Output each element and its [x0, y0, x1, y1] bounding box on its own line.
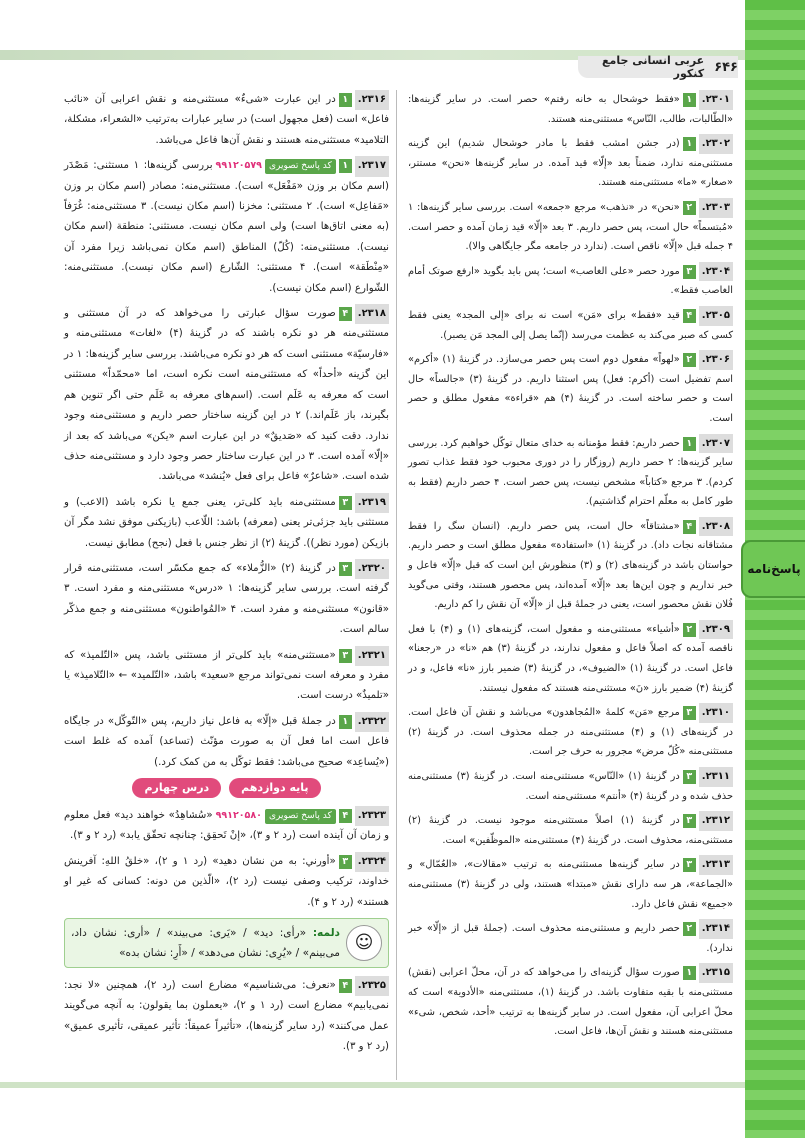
correct-option-badge: ۳ [339, 496, 352, 510]
question-number: ۲۳۱۳. [699, 855, 733, 875]
answer-text: «فقط خوشحال به خانه رفتم» حصر است. در سایر گزینه‌ها: «الطّالبات، طالب، النّاس» مستثنی‌منه هستند. [408, 94, 733, 125]
question-number: ۲۳۱۰. [699, 703, 733, 723]
answer-text: در جملهٔ قبل «إلّا» به فاعل نیاز داریم، پس «التّوکّل» در جایگاه فاعل است اما فعل آن به صورت مؤنّث (تساعد) آمده که غلط است («یُساعِد» صحیح می‌باشد: فقط توکّل به من کمک کرد.) [64, 715, 389, 768]
correct-option-badge: ۳ [339, 562, 352, 576]
correct-option-badge: ۳ [683, 858, 696, 872]
question-number: ۲۳۰۷. [699, 434, 733, 454]
correct-option-badge: ۳ [339, 855, 352, 869]
banner-grade: پایه دوازدهم [229, 778, 320, 798]
answer-item [408, 963, 733, 1041]
left-items-before-banner [64, 90, 389, 773]
answer-item [64, 712, 389, 773]
answer-text: حصر داریم و مستثنی‌منه محذوف است. (جملهٔ قبل از «إلّا» خبر ندارد). [408, 923, 733, 954]
answer-item [408, 134, 733, 193]
answer-item [408, 703, 733, 762]
question-number: ۲۳۱۷. [355, 156, 389, 176]
answer-item [408, 198, 733, 257]
section-banner [64, 778, 389, 798]
answer-text: «نعرف: می‌شناسیم» مضارع است (رد ۲)، همچنین «لا نجد: نمی‌یابیم» مضارع است (رد ۱ و ۲)، «یعملون بما یقولون: به آنچه می‌گویند عمل می‌کنند» (رد سایر گزینه‌ها)، «تأثیراً عمیقاً: تأثیر عمیقی، تأثیری عمیق» (رد ۲ و ۳). [64, 980, 389, 1053]
answer-item [64, 559, 389, 641]
left-items-after-note [64, 976, 389, 1058]
answer-item [408, 767, 733, 806]
qr-answer-code: ۹۹۱۲۰۵۷۹ [215, 160, 262, 172]
answer-text: حصر داریم: فقط مؤمنانه به خدای متعال توکّل خواهیم کرد. بررسی سایر گزینه‌ها: ۲ حصر داریم (روزگار را در دوری محبوب خود فقط عذاب تصور کردم). ۳ مرجع «کتاباً» مشخص نیست، پس حصر است. ۴ حصر داریم (فقط به طور کامل به معلّم احترام گذاشتیم). [408, 437, 734, 508]
correct-option-badge: ۴ [339, 809, 352, 823]
question-number: ۲۳۲۵. [355, 976, 389, 996]
question-number: ۲۳۱۱. [699, 767, 733, 787]
correct-option-badge: ۴ [683, 520, 696, 534]
bottom-bar [0, 1082, 745, 1088]
question-number: ۲۳۰۳. [699, 198, 733, 218]
answer-item [64, 646, 389, 707]
question-number: ۲۳۱۲. [699, 811, 733, 831]
question-number: ۲۳۰۸. [699, 517, 733, 537]
correct-option-badge: ۳ [683, 706, 696, 720]
cartoon-face-icon: ☺ [346, 925, 382, 961]
answer-text: صورت سؤال گزینه‌ای را می‌خواهد که در آن، محلّ اعرابی (نقش) مستثنی‌منه با بقیه متفاوت باشد. در گزینهٔ (۱)، مستثنی‌منه «الأدویة» است که محلّ اعرابی آن، مفعول است. در سایر گزینه‌ها به ترتیب «أحد، شخص، شیء» مستثنی‌منه هستند و نقش آن‌ها، فاعل است. [408, 967, 733, 1038]
correct-option-badge: ۲ [683, 201, 696, 215]
correct-option-badge: ۱ [339, 715, 352, 729]
answer-text: در سایر گزینه‌ها مستثنی‌منه به ترتیب «مقالات»، «العُمّال» و «الجماعة»، هر سه دارای نقش «مبتدا» هستند، ولی در گزینهٔ (۳) مستثنی‌منه «جمیع» نقش فاعل دارد. [408, 859, 734, 910]
note-box [64, 918, 389, 968]
question-number: ۲۳۰۱. [699, 90, 733, 110]
column-divider [396, 90, 397, 1080]
answer-item [64, 304, 389, 488]
answer-text: در گزینهٔ (۲) «الزُّملاء» که جمع مکسّر است، مستثنی‌منه قرار گرفته است. بررسی سایر گزینه‌ها: ۱ «درس» مستثنی‌منه و مفرد است. ۳ «قانون» مستثنی‌منه و مفرد است. ۴ «المُواطنون» مستثنی‌منه و جمع مذکّر سالم است. [64, 562, 389, 636]
question-number: ۲۳۰۴. [699, 262, 733, 282]
answer-text: قید «فقط» برای «مَن» است نه برای «إلی المجد» یعنی فقط کسی که صبر می‌کند به عظمت می‌رسد (إنّما یصل إلی المجد مَن یصبر). [408, 309, 733, 341]
correct-option-badge: ۳ [683, 770, 696, 784]
answer-text: مستثنی‌منه باید کلی‌تر، یعنی جمع یا نکره باشد (الاعب) و مستثنی باید جزئی‌تر یعنی (معرفه) باشد: اللّاعب (بازیکنی موفق نشد مگر آن بازیکن (مورد نظر)). گزینهٔ (۲) از نظر جنس با فعل (نجح) مطابق نیست. [64, 496, 389, 549]
answer-item [408, 855, 733, 914]
correct-option-badge: ۳ [683, 265, 696, 279]
answer-item [64, 156, 389, 299]
answer-text: «أورني: به من نشان دهید» (رد ۱ و ۲)، «خلقُ اللهِ: آفرینش خداوند، ترکیب وصفی نیست (رد ۲)، «الّذین من دونه: کسانی که غیر او هستند» (رد ۲ و ۴). [64, 855, 389, 908]
page-header [578, 56, 738, 78]
answer-item [64, 852, 389, 913]
answer-text: مرجع «مَن» کلمهٔ «المُجاهدون» می‌باشد و نقش آن فاعل است. در گزینه‌های (۱) و (۴) مستثنی‌منه در جمله محذوف است. در گزینهٔ (۲) مستثنی‌منه «کُلّ مرض» مجرور به حرف جر است. [408, 707, 733, 758]
correct-option-badge: ۲ [683, 922, 696, 936]
note-text [71, 923, 340, 963]
answer-item [408, 90, 733, 129]
correct-option-badge: ۲ [683, 623, 696, 637]
correct-option-badge: ۱ [683, 966, 696, 980]
correct-option-badge: ۱ [683, 437, 696, 451]
answer-text: «مشتاقاً» حال است، پس حصر داریم. (انسان سگ را فقط مشتاقانه نجات داد). در گزینهٔ (۱) «استفادة» مفعول مطلق است و حصر داریم. حواستان باشد در گزینه‌های (۲) و (۳) منظورش این است که قبل «إلّا» فاعل و خبر نداریم و چون این‌ها بعد «إلّا» آمده‌اند، پس محصور هستند، وقتی می‌گوید فُلان نقش محصور است، یعنی در جملهٔ قبل از «إلّا» آن نقش را کم داریم. [408, 520, 733, 611]
answer-item [408, 919, 733, 958]
answer-item [64, 806, 389, 847]
question-number: ۲۳۱۶. [355, 90, 389, 110]
answer-item [64, 493, 389, 554]
answer-text: (در جشن امشب فقط با مادر خوشحال شدیم) این گزینه مستثنی‌منه ندارد، ضمناً بعد «إلّا» قید آمده. در سایر گزینه‌ها «نحن» مستتر، «صغار» «ما» مستثنی‌منه هستند. [408, 138, 733, 189]
correct-option-badge: ۳ [339, 649, 352, 663]
answer-item [64, 976, 389, 1058]
question-number: ۲۳۰۹. [699, 620, 733, 640]
answer-text: در گزینهٔ (۱) اصلاً مستثنی‌منه موجود نیست. در گزینهٔ (۲) مستثنی‌منه، محذوف است. در گزینهٔ (۴) مستثنی‌منه «الموظّفین» است. [408, 815, 733, 846]
answer-text: صورت سؤال عبارتی را می‌خواهد که در آن مستثنی و مستثنی‌منه هر دو نکره باشند که در گزینهٔ (۴) «لغات» مستثنی‌منه و «فارسیّة» مستثنی است که هر دو نکره می‌باشند. بررسی سایر گزینه‌ها: ۱ در این گزینه «أحداً» که مستثنی‌منه است نکره است، اما «محمّداً» مستثنی است که معرفه به عَلَم است. (اسم‌های معرفه به عَلَم حتی اگر تنوین هم بگیرند، باز عَلَم‌اند.) ۲ در این گزینه ساختار حصر داریم و مستثنی‌منه وجود ندارد. دقت کنید که «صَدیقٌ» در این عبارت اسم «یکن» می‌باشد که بعد از «إلّا» آمده است. ۳ در این عبارت ساختار حصر وجود دارد و مستثنی‌منه حذف شده است. «شاعرٌ» فاعل برای فعل «یُنشد» می‌باشد. [64, 308, 389, 483]
question-number: ۲۳۰۲. [699, 134, 733, 154]
question-number: ۲۳۱۸. [355, 304, 389, 324]
correct-option-badge: ۲ [683, 353, 696, 367]
answer-item [408, 306, 733, 345]
answer-text: «مستثنی‌منه» باید کلی‌تر از مستثنی باشد، پس «التّلمیذ» که مفرد و معرفه است نمی‌تواند مرجع «سعید» باشد، «التّلمید» ← «التّلامیذ» یا «تلمیذٌ» درست است. [64, 649, 389, 702]
correct-option-badge: ۱ [339, 159, 352, 173]
left-items-after-banner [64, 806, 389, 913]
answer-item [408, 350, 733, 428]
qr-answer-label[interactable]: کد پاسخ تصویری [265, 159, 336, 174]
note-body: «رأی: دید» / «یَری: می‌بیند» / «أری: نشان داد، می‌بینم» / «یُرِی: نشان می‌دهد» / «أَرِ: نشان بده» [71, 927, 340, 960]
question-number: ۲۳۲۴. [355, 852, 389, 872]
correct-option-badge: ۴ [339, 979, 352, 993]
answer-text: مورد حصر «علی الغاصب» است؛ پس باید بگوید «ارفع صوتک أمام الغاصب فقط». [408, 265, 733, 297]
answer-text: بررسی گزینه‌ها: ۱ مستثنی: مَصْدَر (اسم مکان بر وزن «مَفْعَل» است). مستثنی‌منه: مصادر (اسم مکان بر وزن «مَفاعِل» است). ۲ مستثنی: مخزنا (اسم مکان نیست). ۳ مستثنی‌منه: غُرَفاً (به معنی اتاق‌ها است) ولی اسم مکان نیست. مستثنی: منطقة (اسم مکان نیست). مستثنی‌منه: (کُلّ) المناطق (اسم مکان نمی‌باشد زیرا مفرد آن «مِنْطَقة» است). ۴ مستثنی: الشّارع (اسم مکان نیست). مستثنی‌منه: الشّوارع (اسم مکان نیست). [64, 160, 389, 294]
answer-text: در این عبارت «شیءٌ» مستثنی‌منه و نقش اعرابی آن «نائب فاعل» است (فعل مجهول است) در سایر عبارات به‌ترتیب «الشعراء، مشکلة، التلامید» مستثنی‌منه هستند و نقش آن‌ها فاعل می‌باشد. [64, 94, 389, 146]
answer-item [64, 90, 389, 151]
answer-item [408, 517, 733, 615]
question-number: ۲۳۲۳. [355, 806, 389, 826]
correct-option-badge: ۱ [339, 93, 352, 107]
answer-text: «لهواً» مفعول دوم است پس حصر می‌سازد. در گزینهٔ (۱) «أکرم» اسم تفضیل است (أکرم: فعل) پس استثنا داریم. در گزینهٔ (۳) «جالساً» حال است و حصر ساخته است. در گزینهٔ (۴) هم «قراءة» مفعول مطلق و حصر است. [408, 354, 733, 424]
correct-option-badge: ۴ [683, 309, 696, 323]
question-number: ۲۳۰۶. [699, 350, 733, 370]
answer-item [408, 620, 733, 698]
answer-item [408, 434, 733, 512]
question-number: ۲۳۱۵. [699, 963, 733, 983]
question-number: ۲۳۰۵. [699, 306, 733, 326]
right-column [408, 90, 733, 1047]
book-title: عربی انسانی جامع کنکور [602, 54, 705, 80]
answer-item [408, 811, 733, 850]
correct-option-badge: ۱ [683, 137, 696, 151]
left-column [64, 90, 389, 1063]
question-number: ۲۳۱۴. [699, 919, 733, 939]
correct-option-badge: ۴ [339, 307, 352, 321]
side-tab-answers[interactable]: پاسخ‌نامه [741, 540, 805, 598]
question-number: ۲۳۲۰. [355, 559, 389, 579]
question-number: ۲۳۲۱. [355, 646, 389, 666]
question-number: ۲۳۲۲. [355, 712, 389, 732]
answer-text: در گزینهٔ (۱) «النّاس» مستثنی‌منه است. در گزینهٔ (۳) مستثنی‌منه حذف شده و در گزینهٔ (۴) «أنتم» مستثنی‌منه است. [408, 771, 733, 802]
correct-option-badge: ۱ [683, 93, 696, 107]
banner-lesson: درس چهارم [132, 778, 221, 798]
answer-text: «أشیاء» مستثنی‌منه و مفعول است، گزینه‌های (۱) و (۴) با فعل ناقصه آمده که اصلاً فاعل و مفعول ندارند، در گزینهٔ (۳) هم «نا» در «رجعنا» فاعل است. در گزینهٔ (۱) «الضیوف»، در گزینهٔ (۳) ضمیر بارز «نا» فاعل، و در گزینهٔ (۴) ضمیر بارز «نَ» مستثنی‌منه هستند که مفعول نیستند. [408, 623, 733, 694]
correct-option-badge: ۳ [683, 814, 696, 828]
question-number: ۲۳۱۹. [355, 493, 389, 513]
answer-text: «سُشاهِدُ» خواهند دید» فعل معلوم و زمان آن آینده است (رد ۲ و ۳)، «إنْ تَحقِق: چنانچه تحقّق یابد» (رد ۲ و ۳). [64, 810, 389, 842]
answer-text: «نحن» در «نذهب» مرجع «جمعه» است. بررسی سایر گزینه‌ها: ۱ «مُبتسماً» حال است، پس حصر داریم. ۳ بعد «إلّا» قید زمان آمده و حصر است. ۴ جمله قبل «إلّا» ناقص است. (ندارد در جامعه مگر جایگاهی والا). [408, 201, 733, 253]
qr-answer-label[interactable]: کد پاسخ تصویری [265, 809, 336, 824]
answer-item [408, 262, 733, 301]
note-label: دلمه: [312, 927, 340, 940]
qr-answer-code: ۹۹۱۲۰۵۸۰ [215, 810, 262, 821]
page-number: ۶۴۶ [714, 59, 738, 75]
